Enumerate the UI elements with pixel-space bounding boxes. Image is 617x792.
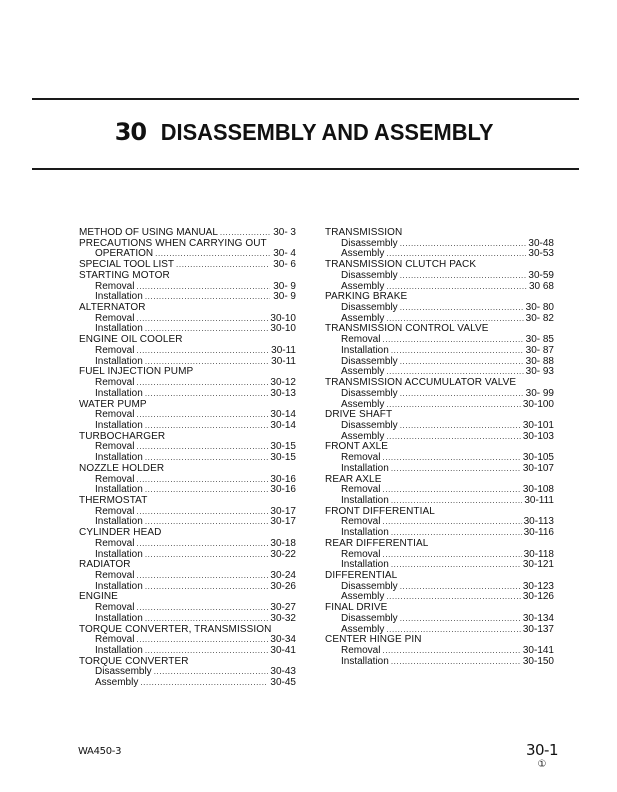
toc-entry-label: Disassembly bbox=[95, 666, 152, 678]
chapter-title-text: DISASSEMBLY AND ASSEMBLY bbox=[160, 119, 494, 145]
toc-entry-label: Assembly bbox=[341, 280, 385, 292]
toc-entry-page: 30-116 bbox=[523, 527, 554, 539]
toc-entry-label: Removal bbox=[95, 570, 135, 581]
dot-leader bbox=[386, 282, 527, 293]
toc-entry-label: Disassembly bbox=[341, 302, 398, 314]
toc-entry[interactable] bbox=[325, 271, 554, 282]
toc-entry-label: Removal bbox=[341, 452, 381, 464]
toc-entry-page: 30-111 bbox=[524, 494, 554, 506]
toc-entry-label: Installation bbox=[95, 323, 143, 335]
toc-column-right bbox=[325, 228, 554, 667]
toc-entry-label: Installation bbox=[95, 419, 143, 431]
toc-section-heading: NOZZLE HOLDER bbox=[79, 462, 165, 474]
toc-entry-page: 30- 99 bbox=[525, 387, 554, 399]
toc-entry-page: 30- 9 bbox=[273, 291, 296, 303]
toc-entry-page: 30-103 bbox=[522, 430, 554, 442]
dot-leader bbox=[136, 314, 268, 325]
toc-entry-label: Removal bbox=[341, 334, 381, 346]
toc-entry-page: 30- 87 bbox=[525, 344, 554, 356]
toc-entry-page: 30- 82 bbox=[525, 312, 554, 324]
toc-entry-label: Removal bbox=[95, 280, 135, 292]
toc-section-heading: CENTER HINGE PIN bbox=[325, 634, 422, 646]
dot-leader bbox=[400, 239, 527, 250]
dot-leader bbox=[136, 603, 268, 614]
dot-leader bbox=[145, 389, 269, 400]
toc-entry-page: 30- 85 bbox=[525, 334, 554, 346]
dot-leader bbox=[145, 582, 269, 593]
toc-entry-page: 30- 9 bbox=[273, 280, 296, 292]
toc-entry-page: 30-108 bbox=[522, 484, 554, 496]
toc-entry-page: 30-123 bbox=[522, 580, 554, 592]
dot-leader bbox=[136, 539, 268, 550]
toc-entry-label: Removal bbox=[95, 312, 135, 324]
toc-entry-label: SPECIAL TOOL LIST bbox=[79, 259, 175, 271]
toc-entry-page: 30-32 bbox=[270, 612, 296, 624]
toc-entry-page: 30-53 bbox=[528, 248, 554, 260]
toc-entry-label: Installation bbox=[95, 612, 143, 624]
toc-entry-label: Assembly bbox=[341, 430, 385, 442]
toc-entry-page: 30-59 bbox=[528, 269, 554, 281]
toc-entry-label: Installation bbox=[95, 580, 143, 592]
toc-section-heading: THERMOSTAT bbox=[79, 494, 148, 506]
toc-section-heading: TRANSMISSION ACCUMULATOR VALVE bbox=[325, 377, 517, 389]
toc-section-heading: FRONT AXLE bbox=[325, 441, 389, 453]
toc-entry-page: 30-15 bbox=[270, 452, 296, 464]
toc-entry-page: 30- 3 bbox=[273, 227, 296, 238]
toc-entry-label: Disassembly bbox=[341, 269, 398, 281]
toc-entry-label: Removal bbox=[341, 484, 381, 496]
toc-entry[interactable] bbox=[79, 614, 296, 625]
toc-entry-page: 30-121 bbox=[522, 559, 554, 571]
toc-entry-page: 30-14 bbox=[270, 409, 296, 421]
toc-entry-label: Removal bbox=[95, 473, 135, 485]
toc-section-heading: TRANSMISSION CLUTCH PACK bbox=[325, 259, 477, 271]
dot-leader bbox=[391, 657, 521, 668]
toc-section-heading: DIFFERENTIAL bbox=[325, 570, 398, 581]
dot-leader bbox=[386, 592, 521, 603]
dot-leader bbox=[136, 635, 268, 646]
dot-leader bbox=[382, 453, 520, 464]
dot-leader bbox=[400, 389, 524, 400]
toc-section-heading: ENGINE OIL COOLER bbox=[79, 334, 183, 346]
toc-section-heading: ALTERNATOR bbox=[79, 302, 146, 314]
toc-section-heading: STARTING MOTOR bbox=[79, 269, 170, 281]
toc-entry-page: 30-10 bbox=[270, 323, 296, 335]
toc-entry-label: Installation bbox=[341, 344, 389, 356]
toc-entry-page: 30-24 bbox=[270, 570, 296, 581]
toc-entry-label: Removal bbox=[341, 516, 381, 528]
toc-entry-label: Removal bbox=[95, 409, 135, 421]
toc-entry-label: Assembly bbox=[341, 248, 385, 260]
dot-leader bbox=[400, 614, 521, 625]
toc-section-heading: FUEL INJECTION PUMP bbox=[79, 366, 194, 378]
toc-entry-page: 30-16 bbox=[270, 484, 296, 496]
toc-section-heading: WATER PUMP bbox=[79, 398, 147, 410]
toc-entry-page: 30-100 bbox=[522, 398, 554, 410]
toc-entry-label: Installation bbox=[95, 355, 143, 367]
dot-leader bbox=[154, 667, 269, 678]
dot-leader bbox=[136, 410, 268, 421]
toc-entry-page: 30-41 bbox=[270, 645, 296, 657]
toc-entry-label: Installation bbox=[95, 452, 143, 464]
toc-entry-page: 30 68 bbox=[528, 280, 554, 292]
toc-section-heading: RADIATOR bbox=[79, 559, 131, 571]
dot-leader bbox=[400, 303, 524, 314]
toc-section-heading: FRONT DIFFERENTIAL bbox=[325, 505, 435, 517]
toc-entry-label: Assembly bbox=[341, 312, 385, 324]
dot-leader bbox=[145, 614, 269, 625]
toc-entry-page: 30-45 bbox=[270, 677, 296, 689]
toc-entry[interactable] bbox=[325, 464, 554, 475]
toc-entry-page: 30-11 bbox=[271, 355, 296, 367]
toc-section-heading: TRANSMISSION CONTROL VALVE bbox=[325, 323, 489, 335]
toc-entry-page: 30- 93 bbox=[525, 366, 554, 378]
toc-entry-label: Assembly bbox=[341, 591, 385, 603]
chapter-title bbox=[0, 118, 617, 146]
toc-entry-label: Installation bbox=[95, 645, 143, 657]
toc-entry-label: Installation bbox=[341, 462, 389, 474]
toc-entry-page: 30-12 bbox=[270, 377, 296, 389]
toc-entry-page: 30-17 bbox=[270, 516, 296, 528]
toc-section-heading: CYLINDER HEAD bbox=[79, 527, 162, 539]
toc-entry-label: Removal bbox=[95, 441, 135, 453]
toc-entry[interactable] bbox=[79, 389, 296, 400]
toc-entry-label: Removal bbox=[95, 377, 135, 389]
dot-leader bbox=[136, 442, 268, 453]
toc-entry-label: Installation bbox=[95, 516, 143, 528]
toc-entry-label: Removal bbox=[95, 602, 135, 614]
toc-entry-page: 30- 88 bbox=[525, 355, 554, 367]
toc-section-heading: TRANSMISSION bbox=[325, 227, 403, 238]
toc-entry[interactable] bbox=[325, 614, 554, 625]
dot-leader bbox=[136, 378, 268, 389]
toc-entry-label: Installation bbox=[341, 527, 389, 539]
dot-leader bbox=[400, 357, 524, 368]
dot-leader bbox=[400, 421, 521, 432]
toc-section-heading: PRECAUTIONS WHEN CARRYING OUT bbox=[79, 237, 267, 249]
dot-leader bbox=[382, 335, 523, 346]
toc-entry-label: Assembly bbox=[95, 677, 139, 689]
toc-section-heading: TURBOCHARGER bbox=[79, 430, 166, 442]
toc-entry-page: 30-150 bbox=[522, 655, 554, 667]
toc-entry-label: Removal bbox=[95, 505, 135, 517]
revision-mark: ① bbox=[537, 759, 547, 770]
toc-entry-page: 30-107 bbox=[522, 462, 554, 474]
dot-leader bbox=[136, 571, 268, 582]
toc-entry-page: 30-18 bbox=[270, 537, 296, 549]
dot-leader bbox=[136, 346, 269, 357]
toc-entry-label: Disassembly bbox=[341, 419, 398, 431]
toc-entry-label: Installation bbox=[341, 655, 389, 667]
toc-column-left bbox=[79, 228, 296, 689]
toc-section-heading: FINAL DRIVE bbox=[325, 602, 388, 614]
toc-entry-label: Installation bbox=[341, 494, 389, 506]
toc-entry-label: Removal bbox=[95, 344, 135, 356]
toc-entry-label: Assembly bbox=[341, 623, 385, 635]
toc-entry-page: 30-134 bbox=[522, 612, 554, 624]
toc-entry[interactable] bbox=[79, 678, 296, 689]
toc-entry[interactable] bbox=[325, 389, 554, 400]
toc-entry-page: 30-26 bbox=[270, 580, 296, 592]
toc-entry-label: Disassembly bbox=[341, 237, 398, 249]
toc-entry-label: Installation bbox=[341, 559, 389, 571]
dot-leader bbox=[391, 464, 521, 475]
toc-entry-label: Assembly bbox=[341, 366, 385, 378]
dot-leader bbox=[136, 475, 268, 486]
page-number: 30-1 bbox=[525, 741, 559, 759]
dot-leader bbox=[136, 282, 270, 293]
toc-entry-label: METHOD OF USING MANUAL bbox=[79, 227, 218, 238]
toc-entry-page: 30-11 bbox=[271, 344, 296, 356]
toc-entry-page: 30-10 bbox=[270, 312, 296, 324]
toc-section-heading: DRIVE SHAFT bbox=[325, 409, 393, 421]
dot-leader bbox=[391, 560, 521, 571]
toc-entry-page: 30- 80 bbox=[525, 302, 554, 314]
toc-entry-page: 30-118 bbox=[523, 548, 554, 560]
toc-entry-label: Removal bbox=[95, 537, 135, 549]
toc-entry-label: Assembly bbox=[341, 398, 385, 410]
toc-entry-page: 30-101 bbox=[522, 419, 554, 431]
dot-leader bbox=[386, 432, 521, 443]
toc-entry-page: 30-141 bbox=[522, 645, 554, 657]
toc-entry-page: 30-43 bbox=[270, 666, 296, 678]
dot-leader bbox=[145, 550, 269, 561]
toc-entry-label: Installation bbox=[95, 387, 143, 399]
dot-leader bbox=[391, 346, 524, 357]
toc-entry-page: 30-27 bbox=[270, 602, 296, 614]
toc-entry-page: 30-14 bbox=[270, 419, 296, 431]
dot-leader bbox=[382, 550, 521, 561]
bottom-rule bbox=[32, 168, 579, 170]
toc-entry-label: Installation bbox=[95, 548, 143, 560]
toc-section-heading: REAR AXLE bbox=[325, 473, 382, 485]
toc-entry-page: 30-137 bbox=[522, 623, 554, 635]
chapter-number: 30 bbox=[114, 118, 147, 146]
dot-leader bbox=[382, 646, 520, 657]
toc-entry-page: 30-105 bbox=[522, 452, 554, 464]
dot-leader bbox=[145, 517, 269, 528]
toc-entry[interactable] bbox=[325, 657, 554, 668]
toc-entry-label: Removal bbox=[95, 634, 135, 646]
toc-entry-label: Installation bbox=[95, 291, 143, 303]
dot-leader bbox=[136, 507, 268, 518]
toc-entry-page: 30- 4 bbox=[273, 248, 296, 260]
toc-section-heading: ENGINE bbox=[79, 591, 118, 603]
toc-entry-label: OPERATION bbox=[95, 248, 154, 260]
dot-leader bbox=[400, 271, 527, 282]
toc-entry-page: 30-15 bbox=[270, 441, 296, 453]
dot-leader bbox=[382, 517, 521, 528]
toc-entry-label: Removal bbox=[341, 645, 381, 657]
top-rule bbox=[32, 98, 579, 100]
dot-leader bbox=[145, 485, 269, 496]
model-number: WA450-3 bbox=[78, 746, 122, 757]
toc-entry-page: 30-48 bbox=[528, 237, 554, 249]
toc-entry[interactable] bbox=[79, 539, 296, 550]
toc-entry-page: 30- 6 bbox=[273, 259, 296, 271]
toc-entry-label: Disassembly bbox=[341, 355, 398, 367]
toc-section-heading: REAR DIFFERENTIAL bbox=[325, 537, 429, 549]
toc-entry-page: 30-126 bbox=[522, 591, 554, 603]
toc-entry-label: Disassembly bbox=[341, 580, 398, 592]
toc-entry-page: 30-13 bbox=[270, 387, 296, 399]
toc-entry-label: Disassembly bbox=[341, 387, 398, 399]
toc-section-heading: TORQUE CONVERTER bbox=[79, 655, 189, 667]
toc-entry-label: Removal bbox=[341, 548, 381, 560]
dot-leader bbox=[145, 292, 270, 303]
dot-leader bbox=[382, 485, 520, 496]
dot-leader bbox=[400, 582, 521, 593]
toc-section-heading: PARKING BRAKE bbox=[325, 291, 408, 303]
toc-entry-page: 30-113 bbox=[523, 516, 554, 528]
toc-entry-page: 30-16 bbox=[270, 473, 296, 485]
toc-entry-page: 30-17 bbox=[270, 505, 296, 517]
toc-section-heading: TORQUE CONVERTER, TRANSMISSION bbox=[79, 623, 272, 635]
toc-entry-label: Installation bbox=[95, 484, 143, 496]
dot-leader bbox=[140, 678, 268, 689]
toc-entry-label: Disassembly bbox=[341, 612, 398, 624]
toc-entry-page: 30-34 bbox=[270, 634, 296, 646]
dot-leader bbox=[176, 260, 270, 271]
toc-entry-page: 30-22 bbox=[270, 548, 296, 560]
dot-leader bbox=[386, 400, 521, 411]
